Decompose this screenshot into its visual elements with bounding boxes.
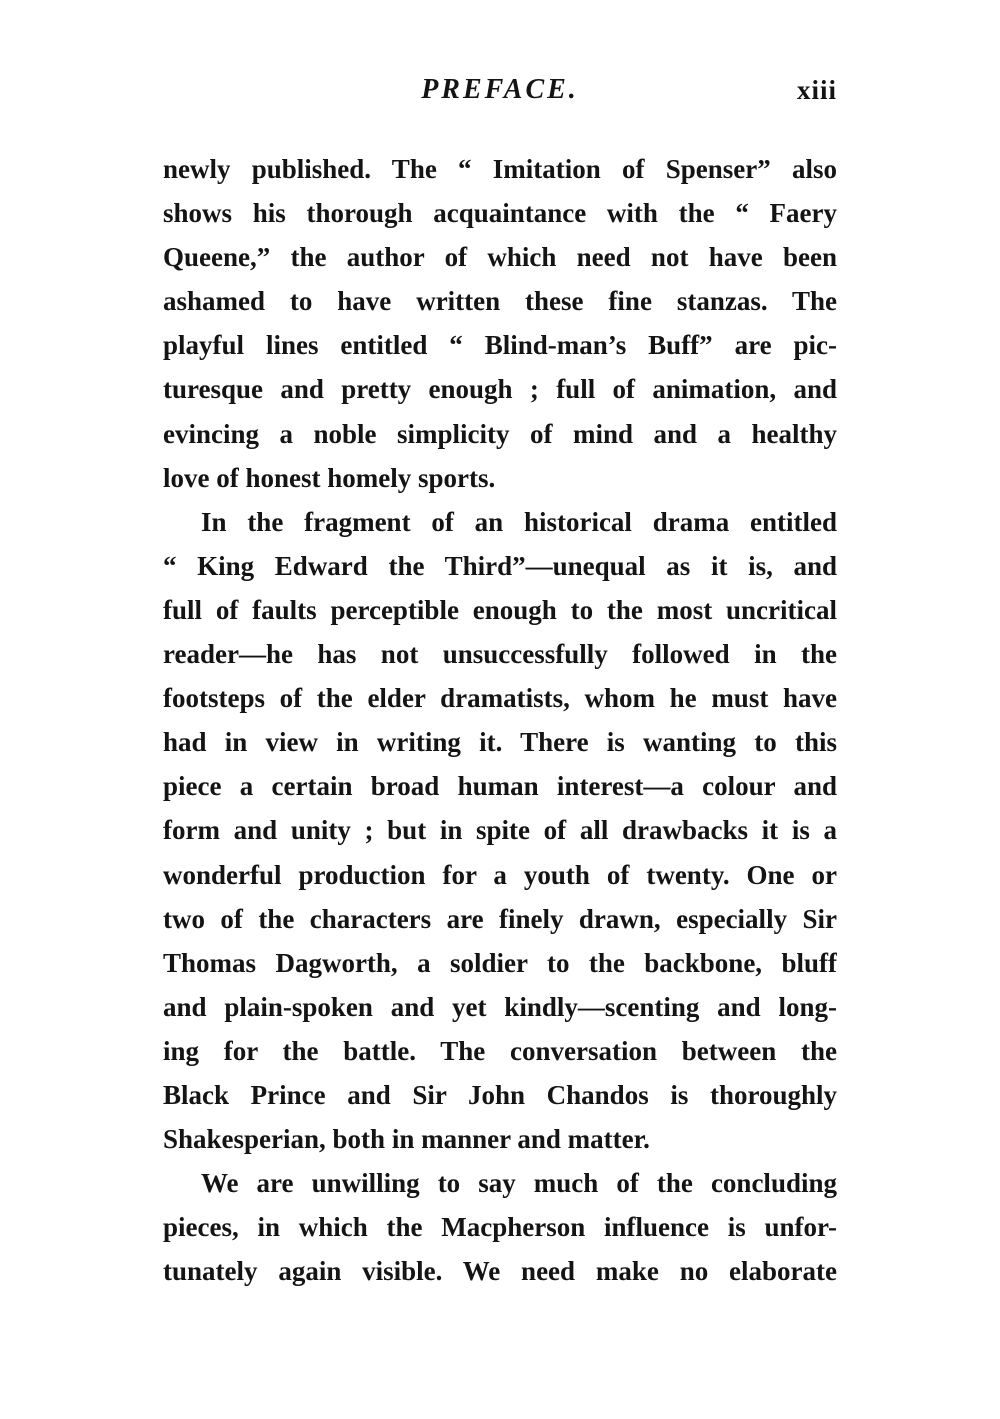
text-line: “ King Edward the Third”—unequal as it is, and [163,550,837,581]
text-line: Queene,” the author of which need not have been [163,242,837,273]
running-head-title: PREFACE. [421,74,579,105]
text-line: Shakesperian, both in manner and matter. [163,1124,650,1155]
text-line: ashamed to have written these fine stanzas. The [163,286,837,317]
paragraph [163,500,837,1161]
text-line: In the fragment of an historical drama entitled [201,506,837,537]
text-line: two of the characters are finely drawn, especially Sir [163,903,837,934]
body-text [163,147,837,1293]
text-line: wonderful production for a youth of twenty. One or [163,859,837,890]
paragraph [163,147,837,500]
text-line: form and unity ; but in spite of all drawbacks it is a [163,815,837,846]
text-line: love of honest homely sports. [163,462,496,493]
paragraph [163,1161,837,1293]
text-line: turesque and pretty enough ; full of animation, and [163,374,837,405]
text-line: reader—he has not unsuccessfully followed in the [163,639,837,670]
text-line: full of faults perceptible enough to the most uncritical [163,594,837,625]
text-line: evincing a noble simplicity of mind and a healthy [163,418,837,449]
text-line: Black Prince and Sir John Chandos is thoroughly [163,1079,837,1110]
text-line: Thomas Dagworth, a soldier to the backbone, bluff [163,947,837,978]
page-number: xiii [796,75,837,105]
text-line: We are unwilling to say much of the concluding [201,1168,837,1199]
text-line: had in view in writing it. There is wanting to this [163,727,837,758]
text-line: ing for the battle. The conversation between the [163,1035,837,1066]
text-line: footsteps of the elder dramatists, whom he must have [163,683,837,714]
text-line: shows his thorough acquaintance with the “ Faery [163,198,837,229]
text-line: piece a certain broad human interest—a colour and [163,771,837,802]
text-line: and plain-spoken and yet kindly—scenting and long- [163,991,837,1022]
text-line: newly published. The “ Imitation of Spenser” also [163,154,837,184]
text-line: pieces, in which the Macpherson influence is unfor- [163,1212,837,1243]
text-line: tunately again visible. We need make no elaborate [163,1256,837,1287]
text-line: playful lines entitled “ Blind-man’s Buff” are pic- [163,330,837,361]
running-head [163,68,837,112]
